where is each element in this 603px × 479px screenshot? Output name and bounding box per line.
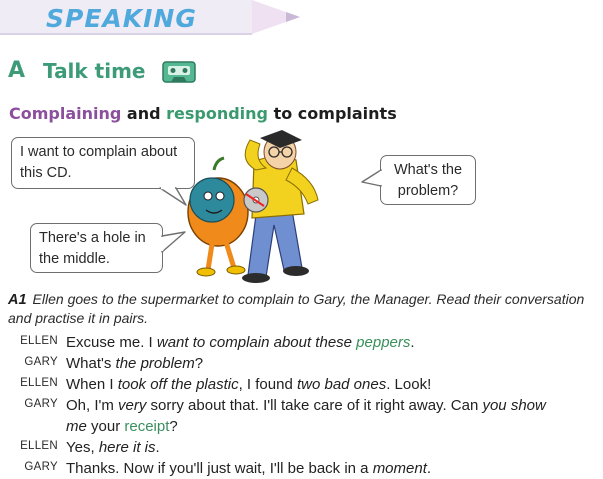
dialogue-line [0, 374, 603, 395]
subheading [9, 104, 397, 123]
dialogue-text: Excuse me. I want to complain about these peppers. [66, 334, 415, 351]
speaker-label: GARY [24, 356, 58, 368]
subheading-and: and [121, 104, 167, 123]
dialogue-line [0, 395, 603, 437]
dialogue-text: Yes, here it is. [66, 439, 160, 456]
bubble-3-line-1: There's a hole in [39, 230, 146, 246]
speaker-label: GARY [24, 398, 58, 410]
subheading-to-complaints: to complaints [268, 104, 397, 123]
bubble-3-line-2: the middle. [39, 251, 110, 267]
bubble-2-line-2: problem? [397, 183, 459, 199]
subheading-complaining: Complaining [9, 104, 122, 123]
section-title: Talk time [43, 59, 146, 83]
subheading-responding: responding [166, 104, 269, 123]
cartoon-illustration [174, 130, 374, 285]
bubble-1-line-2: this CD. [20, 165, 72, 181]
dialogue-text: Thanks. Now if you'll just wait, I'll be back in a moment. [66, 460, 432, 477]
speaker-label: ELLEN [20, 335, 58, 347]
banner-title: SPEAKING [46, 4, 197, 33]
dialogue-line [0, 332, 603, 353]
speaking-banner [0, 0, 300, 40]
instruction-text: Ellen goes to the supermarket to complain to Gary, the Manager. Read their conversation and practise it in pairs. [8, 291, 585, 326]
cassette-tape-icon [162, 61, 196, 83]
dialogue [0, 332, 603, 479]
speech-bubble-answer [30, 223, 163, 273]
speech-bubble-complaint [11, 137, 195, 189]
dialogue-text: Oh, I'm very sorry about that. I'll take care of it right away. Can you show me your receipt? [66, 397, 546, 435]
speaker-label: ELLEN [20, 440, 58, 452]
dialogue-text: What's the problem? [66, 355, 204, 372]
bubble-1-line-1: I want to complain about [20, 144, 178, 160]
dialogue-text: When I took off the plastic, I found two bad ones. Look! [66, 376, 432, 393]
speech-bubble-question [380, 155, 476, 205]
dialogue-line [0, 458, 603, 479]
speaker-label: ELLEN [20, 377, 58, 389]
instruction [8, 290, 593, 327]
speaker-label: GARY [24, 461, 58, 473]
dialogue-line [0, 437, 603, 458]
section-letter: A [8, 58, 26, 83]
instruction-number: A1 [8, 292, 27, 308]
dialogue-line [0, 353, 603, 374]
bubble-2-line-1: What's the [393, 162, 463, 178]
